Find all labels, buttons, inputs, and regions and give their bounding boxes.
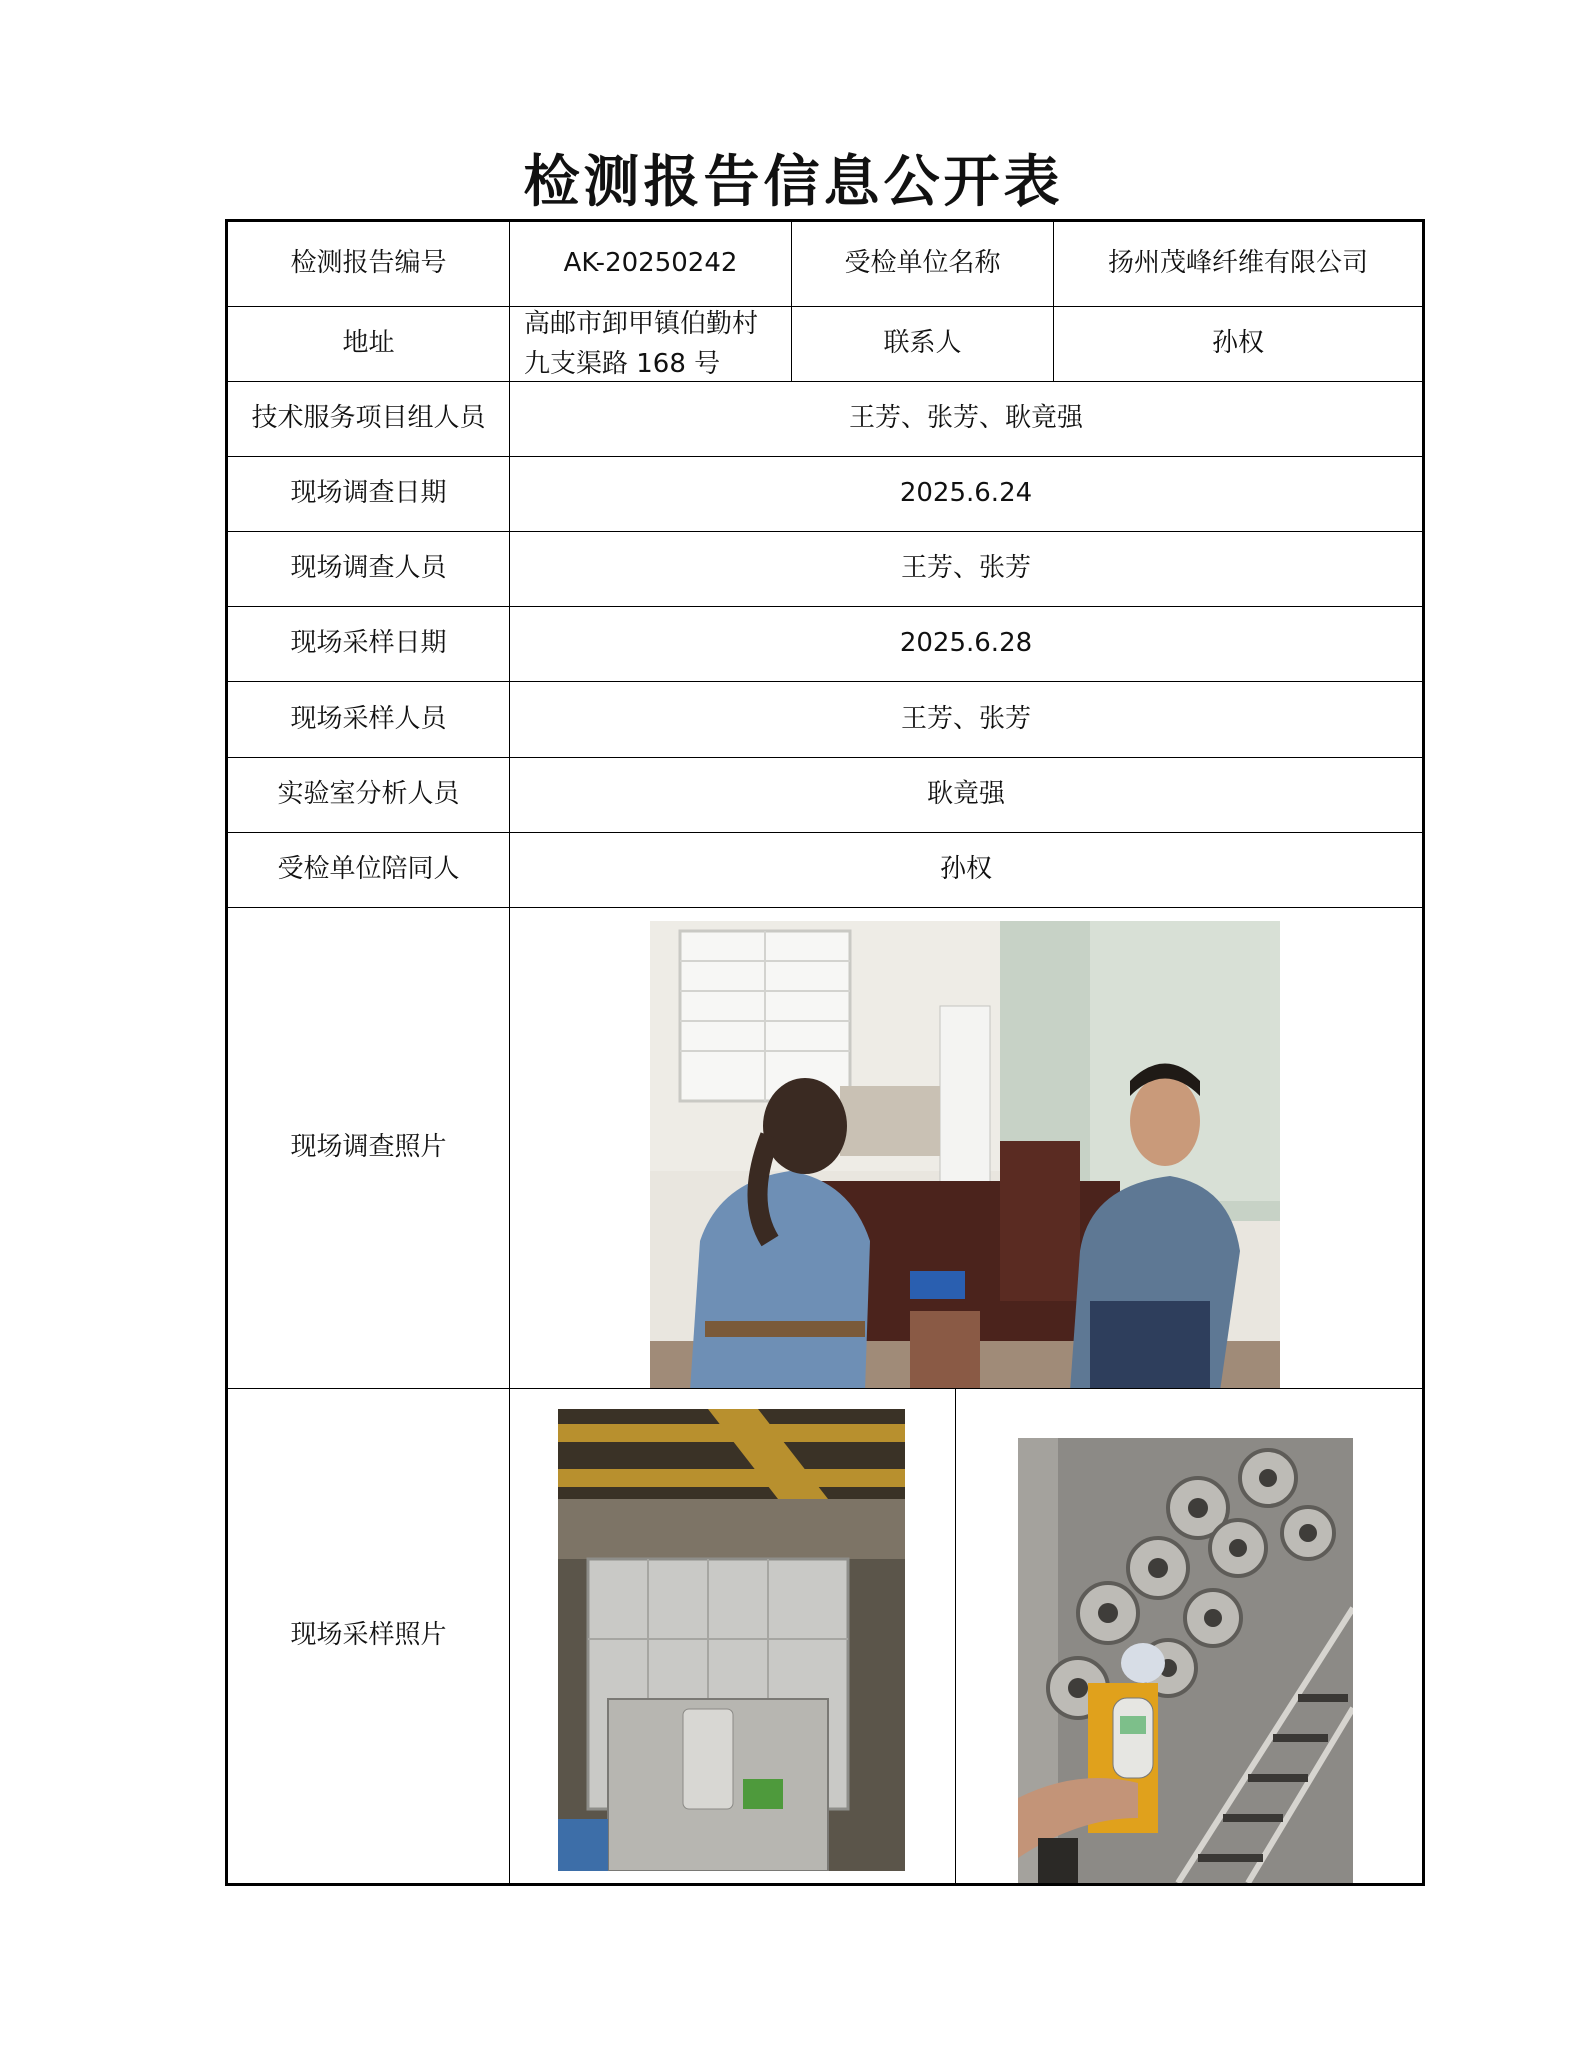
survey-staff-value: 王芳、张芳: [900, 553, 1031, 584]
report-no-value: AK-20250242: [563, 248, 738, 279]
page-title: 检测报告信息公开表: [523, 149, 1064, 215]
survey-date-value: 2025.6.24: [899, 478, 1033, 509]
report-no-label: 检测报告编号: [290, 248, 447, 279]
sampling-staff-label: 现场采样人员: [290, 703, 447, 734]
survey-date-label: 现场调查日期: [290, 478, 447, 509]
survey-photo-label: 现场调查照片: [290, 1132, 447, 1163]
survey-staff-label: 现场调查人员: [290, 553, 447, 584]
sampling-date-label: 现场采样日期: [290, 628, 447, 659]
sampling-photo-label: 现场采样照片: [290, 1620, 447, 1651]
address-value: [510, 307, 791, 381]
info-table: [225, 219, 1425, 1886]
contact-value: 孙权: [1211, 328, 1264, 359]
sampling-photo-1: [558, 1409, 905, 1871]
contact-label: 联系人: [883, 328, 962, 359]
company-value: 扬州茂峰纤维有限公司: [1107, 248, 1368, 279]
address-line-2: 九支渠路 168 号: [524, 349, 721, 379]
address-line-1: 高邮市卸甲镇伯勤村: [524, 308, 759, 339]
company-label: 受检单位名称: [844, 248, 1001, 279]
address-label: 地址: [342, 328, 395, 359]
lab-staff-label: 实验室分析人员: [277, 779, 460, 810]
sampling-staff-value: 王芳、张芳: [900, 703, 1031, 734]
lab-staff-value: 耿竟强: [926, 779, 1005, 810]
sampling-photo-2: [1018, 1438, 1353, 1883]
survey-photo: [650, 921, 1280, 1388]
escort-value: 孙权: [939, 854, 992, 885]
sampling-date-value: 2025.6.28: [899, 628, 1033, 659]
escort-label: 受检单位陪同人: [277, 854, 460, 885]
team-label: 技术服务项目组人员: [251, 403, 486, 434]
team-value: 王芳、张芳、耿竟强: [848, 403, 1083, 434]
